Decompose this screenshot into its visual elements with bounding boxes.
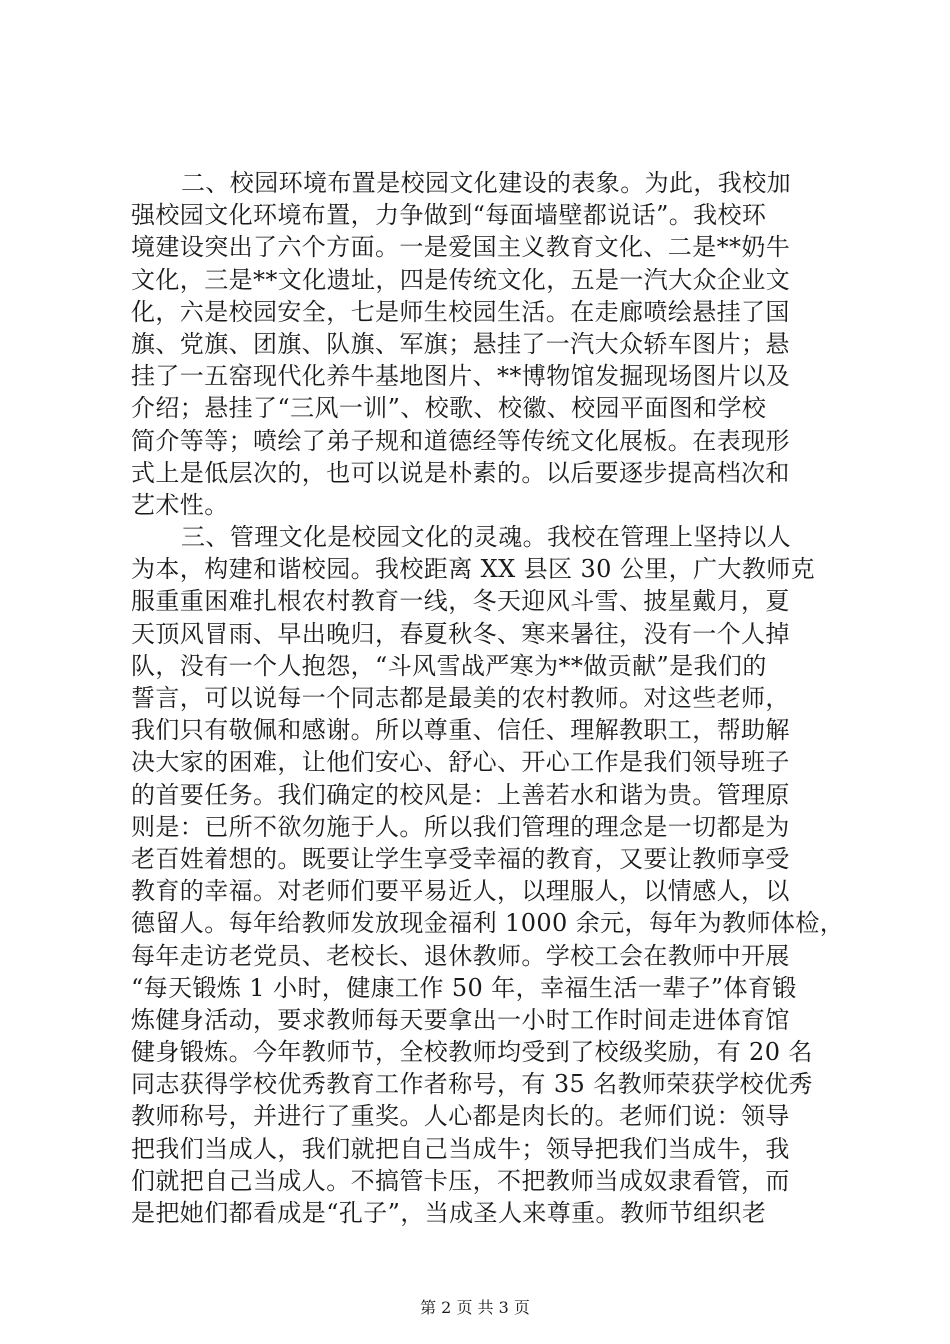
text-line: 为本，构建和谐校园。我校距离 XX 县区 30 公里，广大教师克 <box>131 555 816 584</box>
text-line: 式上是低层次的，也可以说是朴素的。以后要逐步提高档次和 <box>131 458 790 487</box>
text-line: 挂了一五窑现代化养牛基地图片、**博物馆发掘现场图片以及 <box>131 362 791 391</box>
text-line: 教育的幸福。对老师们要平易近人，以理服人，以情感人，以 <box>131 877 790 906</box>
text-line: 则是：已所不欲勿施于人。所以我们管理的理念是一切都是为 <box>131 812 790 841</box>
text-line: 队，没有一个人抱怨，“斗风雪战严寒为**做贡献”是我们的 <box>131 651 767 680</box>
text-line: 把我们当成人，我们就把自己当成牛；领导把我们当成牛，我 <box>131 1134 790 1163</box>
paragraph-environment <box>131 167 831 521</box>
text-line: “每天锻炼 1 小时，健康工作 50 年，幸福生活一辈子”体育锻 <box>131 973 797 1002</box>
text-line: 教师称号，并进行了重奖。人心都是肉长的。老师们说：领导 <box>131 1102 790 1131</box>
text-line: 誓言，可以说每一个同志都是最美的农村教师。对这些老师， <box>131 684 790 712</box>
text-line: 介绍；悬挂了“三风一训”、校歌、校徽、校园平面图和学校 <box>131 394 767 423</box>
document-body <box>131 167 845 1229</box>
page-number-footer: 第 2 页 共 3 页 <box>420 1298 530 1317</box>
text-line: 老百姓着想的。既要让学生享受幸福的教育，又要让教师享受 <box>131 844 790 873</box>
text-line: 我们只有敬佩和感谢。所以尊重、信任、理解教职工，帮助解 <box>131 716 790 745</box>
text-line: 德留人。每年给教师发放现金福利 1000 余元，每年为教师体检， <box>131 909 845 938</box>
text-line: 服重重困难扎根农村教育一线，冬天迎风斗雪、披星戴月，夏 <box>131 587 790 616</box>
text-line: 健身锻炼。今年教师节，全校教师均受到了校级奖励，有 20 名 <box>131 1038 813 1067</box>
text-line: 是把她们都看成是“孔子”，当成圣人来尊重。教师节组织老 <box>131 1199 767 1227</box>
text-line: 同志获得学校优秀教育工作者称号，有 35 名教师荣获学校优秀 <box>131 1070 813 1099</box>
text-line: 们就把自己当成人。不搞管卡压，不把教师当成奴隶看管，而 <box>131 1166 790 1195</box>
text-line: 化，六是校园安全，七是师生校园生活。在走廊喷绘悬挂了国 <box>131 297 790 326</box>
text-line: 二、校园环境布置是校园文化建设的表象。为此，我校加 <box>181 169 791 197</box>
text-line: 旗、党旗、团旗、队旗、军旗；悬挂了一汽大众轿车图片；悬 <box>131 329 790 358</box>
text-line: 简介等等；喷绘了弟子规和道德经等传统文化展板。在表现形 <box>131 426 790 455</box>
text-line: 决大家的困难，让他们安心、舒心、开心工作是我们领导班子 <box>131 748 790 777</box>
text-line: 境建设突出了六个方面。一是爱国主义教育文化、二是**奶牛 <box>131 233 791 262</box>
text-line: 强校园文化环境布置，力争做到“每面墙壁都说话”。我校环 <box>131 201 767 230</box>
text-line: 每年走访老党员、老校长、退休教师。学校工会在教师中开展 <box>131 941 790 970</box>
text-line: 炼健身活动，要求教师每天要拿出一小时工作时间走进体育馆 <box>131 1005 790 1034</box>
text-line: 艺术性。 <box>131 490 229 519</box>
paragraph-management <box>131 521 845 1229</box>
text-line: 天顶风冒雨、早出晚归，春夏秋冬、寒来暑往，没有一个人掉 <box>131 619 790 648</box>
text-line: 的首要任务。我们确定的校风是：上善若水和谐为贵。管理原 <box>131 780 790 809</box>
text-line: 文化，三是**文化遗址，四是传统文化，五是一汽大众企业文 <box>131 265 791 294</box>
text-line: 三、管理文化是校园文化的灵魂。我校在管理上坚持以人 <box>181 523 791 552</box>
